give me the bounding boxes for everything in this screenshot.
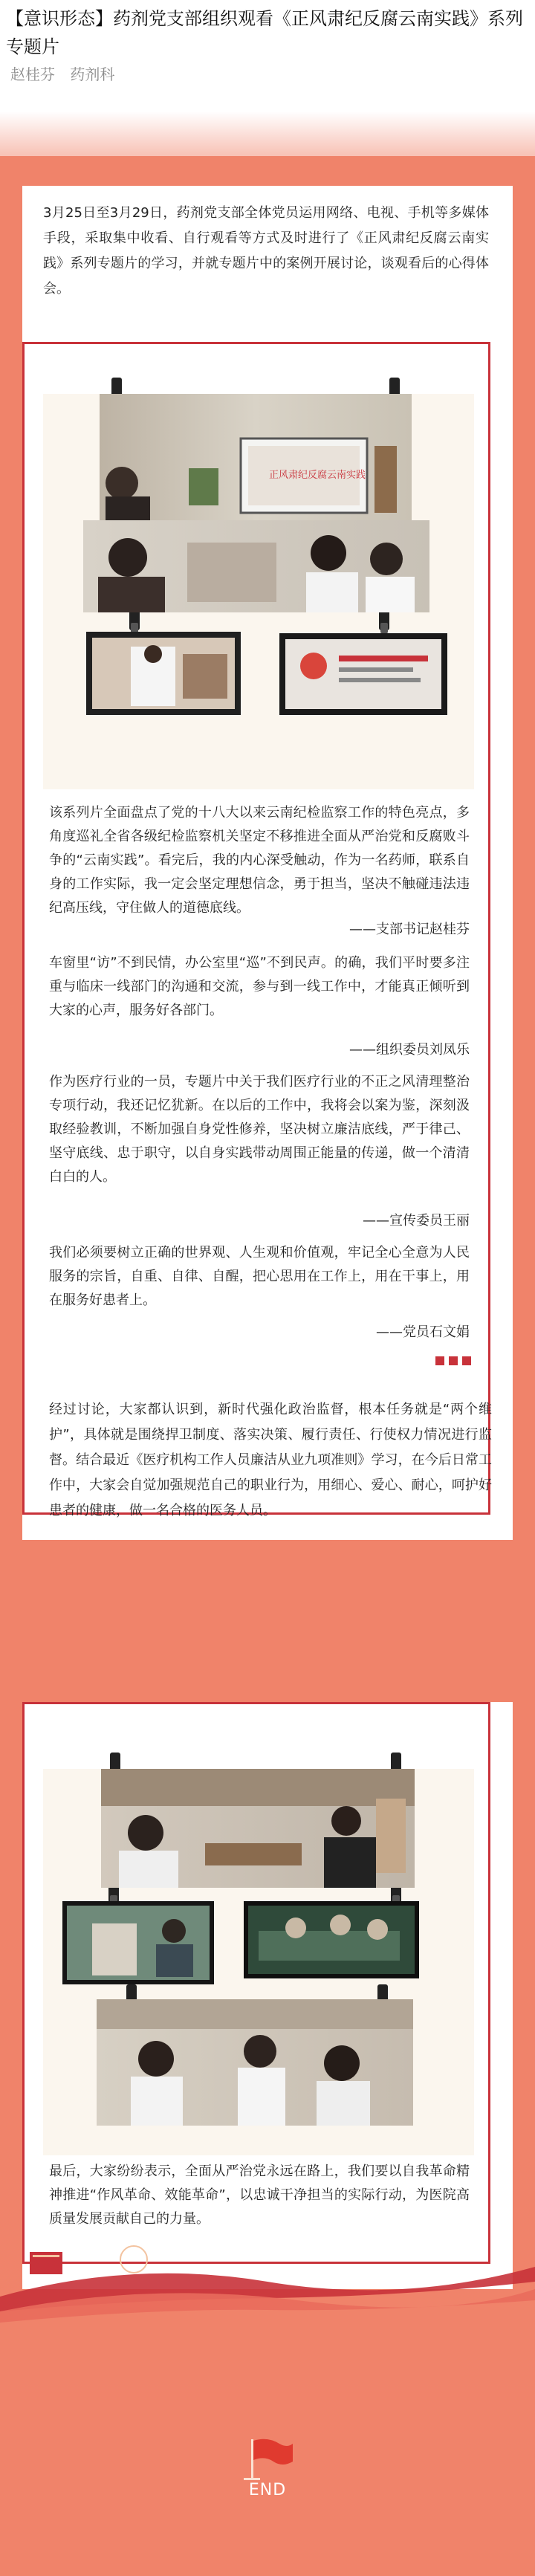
author-link[interactable]: 赵桂芬 bbox=[10, 65, 55, 83]
photo-video-left-drawing bbox=[62, 1901, 214, 1984]
photo-tv-left bbox=[86, 632, 241, 715]
photo-video-right-drawing bbox=[244, 1901, 419, 1978]
reflection-text-4: 我们必须要树立正确的世界观、人生观和价值观，牢记全心全意为人民服务的宗旨，自重、自律、自醒，把心思用在工作上，用在干事上，用在服务好患者上。 bbox=[49, 1245, 470, 1308]
intro-card bbox=[22, 186, 513, 342]
photo-watching-tv bbox=[100, 394, 412, 520]
reflection-signature-2: ——组织委员刘凤乐 bbox=[349, 1042, 470, 1058]
decor-square bbox=[449, 1356, 458, 1365]
reflection-signature-1: ——支部书记赵桂芬 bbox=[349, 922, 470, 937]
reflections-card bbox=[22, 342, 513, 1540]
photo-group-viewing-drawing bbox=[83, 520, 429, 612]
photo-tv-left-drawing bbox=[86, 632, 241, 715]
reflection-signature-3: ——宣传委员王丽 bbox=[363, 1213, 470, 1229]
photo-tv-right-drawing bbox=[279, 633, 447, 715]
footer-ribbon-decoration bbox=[0, 2230, 535, 2326]
tv-screen-title: 正风肃纪反腐云南实践 bbox=[269, 470, 366, 481]
photo-meeting-drawing bbox=[101, 1769, 415, 1888]
article-header bbox=[0, 0, 535, 89]
reflection-text-2: 车窗里“访”不到民情，办公室里“巡”不到民声。的确，我们平时要多注重与临床一线部门的沟通和交流，参与到一线工作中，才能真正倾听到大家的心声，服务好各部门。 bbox=[49, 955, 470, 1018]
conclusion-card bbox=[22, 1702, 513, 2289]
intro-paragraph: 3月25日至3月29日，药剂党支部全体党员运用网络、电视、手机等多媒体手段，采取集中收看、自行观看等方式及时进行了《正风肃纪反腐云南实践》系列专题片的学习，并就专题片中的案例开展讨论，谈观看后的心得体会。 bbox=[43, 205, 489, 297]
photo-group-meeting-drawing bbox=[97, 1999, 413, 2126]
photo-group-meeting bbox=[97, 1999, 413, 2126]
end-label: END bbox=[248, 2481, 287, 2499]
article-title: 【意识形态】药剂党支部组织观看《正风肃纪反腐云南实践》系列专题片 bbox=[6, 8, 523, 57]
photo-meeting bbox=[101, 1769, 415, 1888]
decor-square bbox=[462, 1356, 471, 1365]
discussion-paragraph: 经过讨论，大家都认识到，新时代强化政治监督，根本任务就是“两个维护”，具体就是围绕捍卫制度、落实决策、履行责任、行使权力情况进行监督。结合最近《医疗机构工作人员廉洁从业九项准则》学习，在今后日常工作中，大家会自觉加强规范自己的职业行为，用细心、爱心、耐心，呵护好患者的健康，做一名合格的医务人员。 bbox=[49, 1402, 492, 1518]
photo-watching-tv-drawing bbox=[100, 394, 412, 520]
decor-square bbox=[435, 1356, 444, 1365]
conclusion-paragraph: 最后，大家纷纷表示，全面从严治党永远在路上，我们要以自我革命精神推进“作风革命、效能革命”，以忠诚干净担当的实际行动，为医院高质量发展贡献自己的力量。 bbox=[49, 2164, 470, 2227]
photo-group-viewing bbox=[83, 520, 429, 612]
article-meta bbox=[10, 62, 125, 84]
photo-collage-1 bbox=[43, 394, 474, 789]
reflection-signature-4: ——党员石文娟 bbox=[376, 1324, 470, 1340]
photo-collage-2 bbox=[43, 1769, 474, 2155]
reflection-text-1: 该系列片全面盘点了党的十八大以来云南纪检监察工作的特色亮点，多角度巡礼全省各级纪检监察机关坚定不移推进全面从严治党和反腐败斗争的“云南实践”。看完后，我的内心深受触动，作为一名药师，联系自身的工作实际，我一定会坚定理想信念，勇于担当，坚决不触碰违法违纪高压线，守住做人的道德底线。 bbox=[49, 805, 470, 916]
department-label: 药剂科 bbox=[70, 65, 115, 83]
photo-video-right bbox=[244, 1901, 419, 1978]
flag-icon bbox=[238, 2436, 297, 2481]
reflection-text-3: 作为医疗行业的一员，专题片中关于我们医疗行业的不正之风清理整治专项行动，我还记忆犹新。在以后的工作中，我将会以案为鉴，深刻汲取经验教训，不断加强自身党性修养，坚决树立廉洁底线，严于律己、坚守底线、忠于职守，以自身实践带动周围正能量的传递，做一个清清白白的人。 bbox=[49, 1074, 470, 1185]
photo-tv-right bbox=[279, 633, 447, 715]
photo-video-left bbox=[62, 1901, 214, 1984]
